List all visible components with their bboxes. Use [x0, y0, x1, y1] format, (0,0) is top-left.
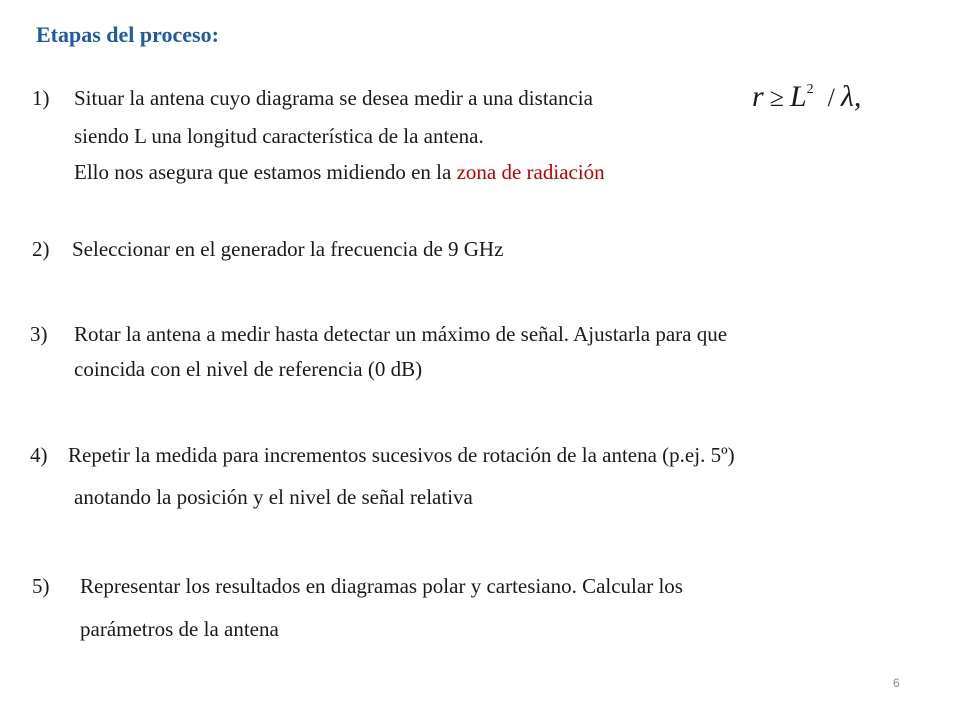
formula-op: ≥	[769, 83, 784, 112]
step-3-line-1	[30, 322, 727, 347]
step-1-text-1: Situar la antena cuyo diagrama se desea medir a una distancia	[74, 86, 593, 110]
step-1-text-3: Ello nos asegura que estamos midiendo en la	[74, 160, 457, 184]
formula-L: L	[789, 80, 807, 113]
step-5-number: 5)	[32, 574, 50, 598]
formula-slash: /	[827, 83, 835, 112]
step-2-number: 2)	[32, 237, 50, 261]
radiation-zone-highlight: zona de radiación	[456, 160, 605, 184]
step-5-line-1	[32, 574, 683, 599]
step-1-line-3	[74, 160, 605, 185]
formula-r: r	[752, 80, 764, 113]
step-2-text-1: Seleccionar en el generador la frecuencia de 9 GHz	[72, 237, 504, 261]
far-field-formula	[752, 80, 861, 114]
page-title: Etapas del proceso:	[36, 22, 219, 47]
formula-exp: 2	[806, 82, 814, 97]
formula-lambda: λ	[840, 80, 854, 113]
step-5-line-2: parámetros de la antena	[80, 617, 279, 641]
step-2-line-1	[32, 237, 503, 262]
step-3-number: 3)	[30, 322, 48, 346]
step-3-line-2: coincida con el nivel de referencia (0 dB)	[74, 357, 423, 381]
step-1-number: 1)	[32, 86, 50, 110]
step-1-line-2: siendo L una longitud característica de la antena.	[74, 124, 484, 148]
formula-comma: ,	[853, 80, 862, 113]
step-4-line-1	[30, 443, 735, 468]
step-3-text-1: Rotar la antena a medir hasta detectar un máximo de señal. Ajustarla para que	[74, 322, 728, 346]
page-number: 6	[893, 676, 900, 690]
step-4-text-1: Repetir la medida para incrementos sucesivos de rotación de la antena (p.ej. 5º)	[68, 443, 735, 467]
step-4-number: 4)	[30, 443, 48, 467]
step-5-text-1: Representar los resultados en diagramas polar y cartesiano. Calcular los	[80, 574, 683, 598]
step-4-line-2: anotando la posición y el nivel de señal relativa	[74, 485, 473, 509]
step-1-line-1	[32, 86, 593, 111]
